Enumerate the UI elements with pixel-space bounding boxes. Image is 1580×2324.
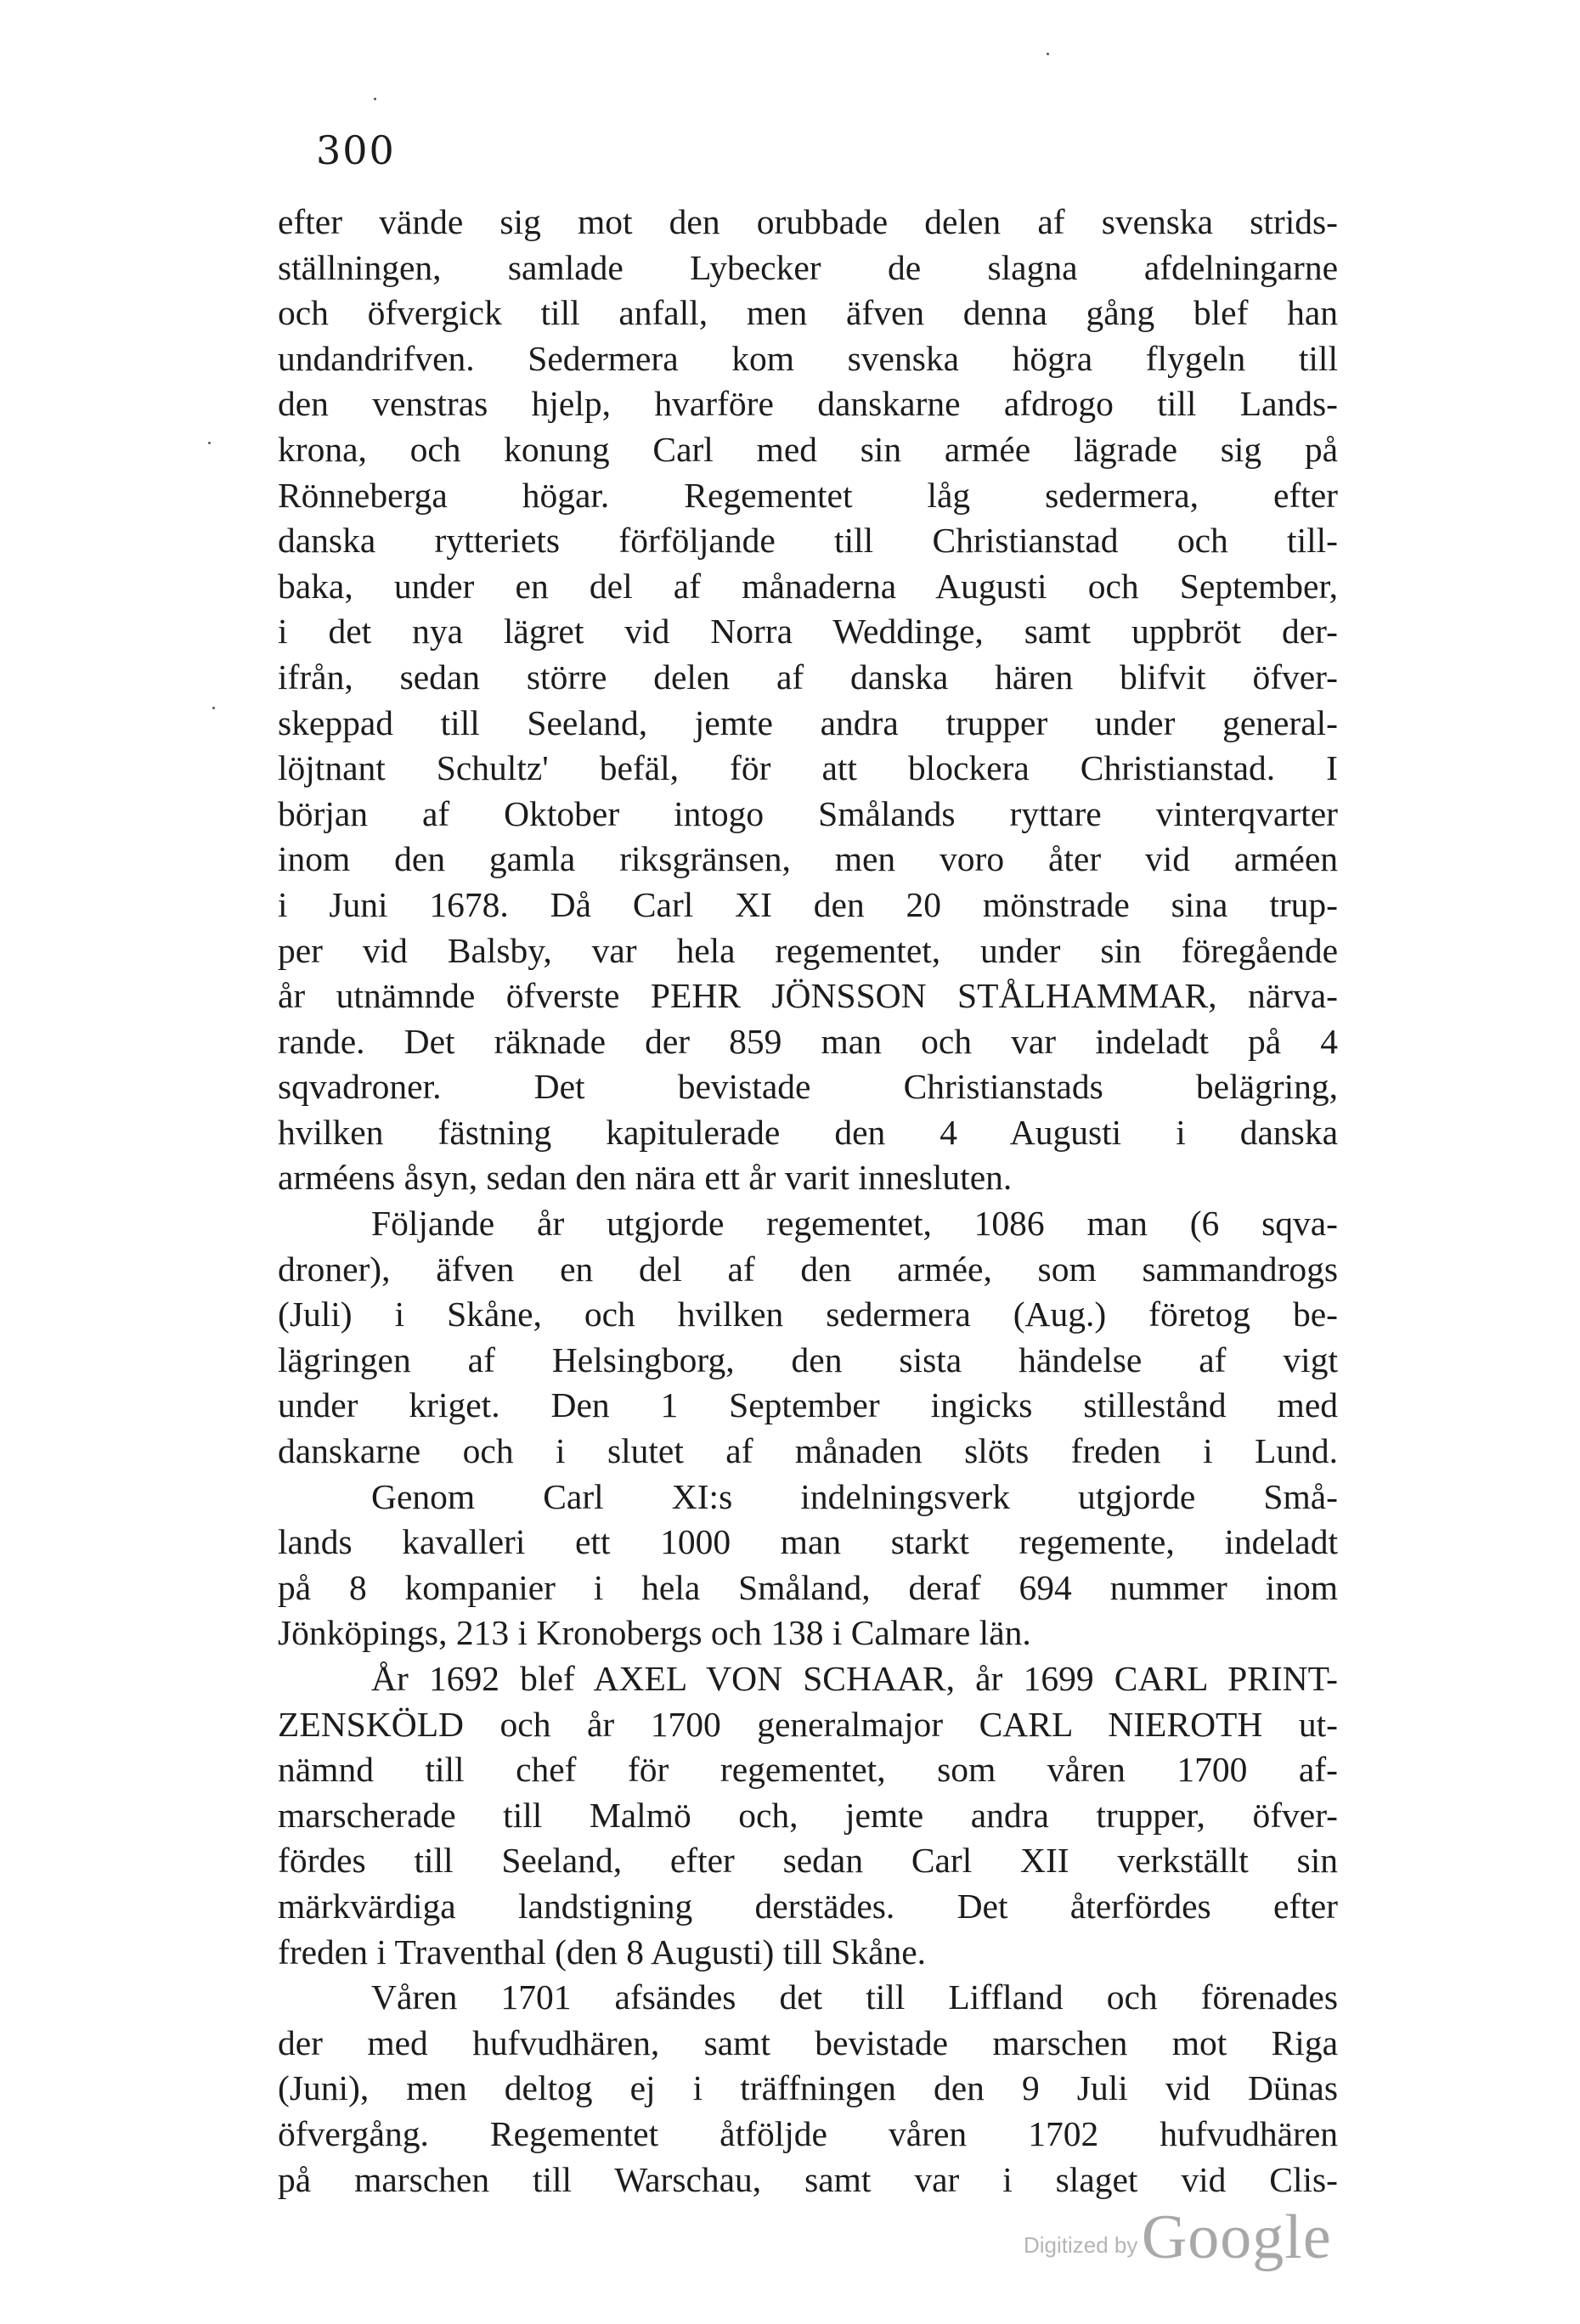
text-line: danska rytteriets förföljande till Christianstad och till- <box>278 521 1338 561</box>
text-line: År 1692 blef AXEL VON SCHAAR, år 1699 CARL PRINT- <box>371 1659 1338 1698</box>
text-line: och öfvergick till anfall, men äfven denna gång blef han <box>278 293 1338 333</box>
text-line: efter vände sig mot den orubbade delen af svenska strids- <box>278 202 1338 241</box>
text-line: danskarne och i slutet af månaden slöts freden i Lund. <box>278 1431 1338 1471</box>
text-line: löjtnant Schultz' befäl, för att blockera Christianstad. I <box>278 748 1338 788</box>
scan-speck <box>208 442 211 444</box>
google-watermark <box>1024 2202 1332 2274</box>
text-line: Genom Carl XI:s indelningsverk utgjorde Små- <box>371 1476 1338 1516</box>
text-line: ställningen, samlade Lybecker de slagna afdelningarne <box>278 247 1338 287</box>
text-line: der med hufvudhären, samt bevistade marschen mot Riga <box>278 2022 1338 2062</box>
text-line: (Juli) i Skåne, och hvilken sedermera (Aug.) företog be- <box>278 1295 1338 1334</box>
text-line: år utnämnde öfverste PEHR JÖNSSON STÅLHAMMAR, närva- <box>278 976 1338 1016</box>
page-number: 300 <box>316 127 396 173</box>
scan-speck <box>1047 53 1049 55</box>
text-line: öfvergång. Regementet åtföljde våren 1702 hufvudhären <box>278 2113 1338 2153</box>
text-line: Följande år utgjorde regementet, 1086 man (6 sqva- <box>371 1204 1338 1244</box>
text-line: (Juni), men deltog ej i träffningen den 9 Juli vid Dünas <box>278 2068 1338 2108</box>
text-line: hvilken fästning kapitulerade den 4 Augusti i danska <box>278 1112 1338 1152</box>
text-line: nämnd till chef för regementet, som våren 1700 af- <box>278 1750 1338 1790</box>
text-line: märkvärdiga landstigning derstädes. Det återfördes efter <box>278 1886 1338 1926</box>
body-text <box>278 200 1338 2203</box>
text-line: lägringen af Helsingborg, den sista händelse af vigt <box>278 1340 1338 1379</box>
text-line: lands kavalleri ett 1000 man starkt regemente, indeladt <box>278 1522 1338 1562</box>
text-line: undandrifven. Sedermera kom svenska högra flygeln till <box>278 338 1338 378</box>
text-line: den venstras hjelp, hvarföre danskarne afdrogo till Lands- <box>278 384 1338 424</box>
text-line: skeppad till Seeland, jemte andra trupper under general- <box>278 702 1338 742</box>
text-line: under kriget. Den 1 September ingicks stillestånd med <box>278 1385 1338 1425</box>
text-line: krona, och konung Carl med sin armée lägrade sig på <box>278 429 1338 469</box>
text-line: på 8 kompanier i hela Småland, deraf 694 nummer inom <box>278 1567 1338 1607</box>
text-line: Rönneberga högar. Regementet låg sedermera, efter <box>278 475 1338 515</box>
text-line: i Juni 1678. Då Carl XI den 20 mönstrade sina trup- <box>278 884 1338 924</box>
text-line: baka, under en del af månaderna Augusti och September, <box>278 566 1338 606</box>
scan-speck <box>212 707 215 709</box>
scan-speck <box>374 98 376 100</box>
text-line: på marschen till Warschau, samt var i slaget vid Clis- <box>278 2159 1338 2199</box>
text-line: Våren 1701 afsändes det till Liffland och förenades <box>371 1977 1338 2017</box>
text-line: inom den gamla riksgränsen, men voro åter vid arméen <box>278 839 1338 879</box>
digitized-label: Digitized by <box>1024 2232 1138 2258</box>
text-line: marscherade till Malmö och, jemte andra trupper, öfver- <box>278 1795 1338 1835</box>
text-line: ZENSKÖLD och år 1700 generalmajor CARL NIEROTH ut- <box>278 1704 1338 1744</box>
google-logo: Google <box>1141 2203 1332 2272</box>
text-line: arméens åsyn, sedan den nära ett år varit innesluten. <box>278 1158 1013 1198</box>
text-line: början af Oktober intogo Smålands ryttare vinterqvarter <box>278 793 1338 833</box>
text-line: fördes till Seeland, efter sedan Carl XII verkställt sin <box>278 1841 1338 1881</box>
text-line: Jönköpings, 213 i Kronobergs och 138 i Calmare län. <box>278 1613 1031 1653</box>
text-line: i det nya lägret vid Norra Weddinge, samt uppbröt der- <box>278 612 1338 652</box>
text-line: freden i Traventhal (den 8 Augusti) till Skåne. <box>278 1932 927 1971</box>
text-line: ifrån, sedan större delen af danska hären blifvit öfver- <box>278 657 1338 697</box>
text-line: per vid Balsby, var hela regementet, under sin föregående <box>278 930 1338 970</box>
text-line: droner), äfven en del af den armée, som sammandrogs <box>278 1249 1338 1289</box>
text-line: sqvadroner. Det bevistade Christianstads belägring, <box>278 1067 1338 1107</box>
text-line: rande. Det räknade der 859 man och var indeladt på 4 <box>278 1021 1338 1061</box>
